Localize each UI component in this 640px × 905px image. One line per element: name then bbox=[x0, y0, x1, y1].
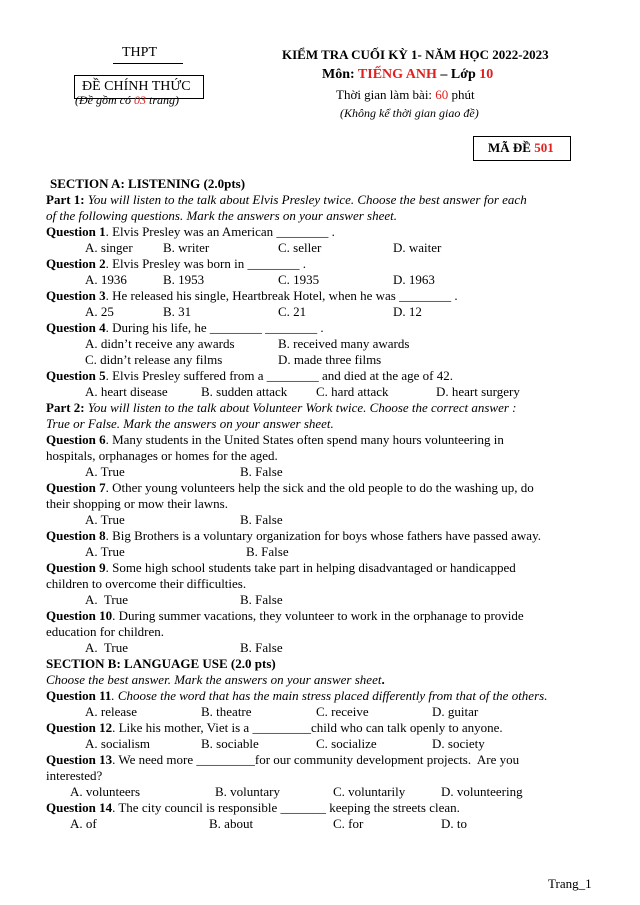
q11-option-d[interactable]: D. guitar bbox=[432, 704, 479, 719]
part2-instruction-1 bbox=[46, 400, 516, 416]
q14-label: Question 14 bbox=[46, 800, 113, 815]
q3-option-a[interactable]: A. 25 bbox=[85, 304, 114, 319]
q5-option-b[interactable]: B. sudden attack bbox=[201, 384, 288, 399]
q2-label: Question 2 bbox=[46, 256, 106, 271]
exam-subject bbox=[322, 67, 493, 83]
q1-label: Question 1 bbox=[46, 224, 106, 239]
q5-label: Question 5 bbox=[46, 368, 106, 383]
q1-option-b[interactable]: B. writer bbox=[163, 240, 210, 255]
part2-label: Part 2: bbox=[46, 400, 85, 415]
time-note: (Không kể thời gian giao đề) bbox=[340, 106, 479, 120]
section-a-title: SECTION A: LISTENING (2.0pts) bbox=[50, 176, 246, 191]
pages-note-count: 03 bbox=[133, 93, 146, 107]
question-2 bbox=[46, 256, 306, 272]
q1-option-c[interactable]: C. seller bbox=[278, 240, 322, 255]
subject-name: TIẾNG ANH bbox=[357, 67, 437, 82]
q4-option-d[interactable]: D. made three films bbox=[278, 352, 382, 367]
question-1 bbox=[46, 224, 335, 240]
part1-label: Part 1: bbox=[46, 192, 85, 207]
q8-option-a[interactable]: A. True bbox=[85, 544, 125, 559]
section-b-instruction bbox=[46, 672, 385, 688]
part1-instr-text: You will listen to the talk about Elvis Presley twice. Choose the best answer for each bbox=[84, 192, 527, 207]
q8-label: Question 8 bbox=[46, 528, 106, 543]
question-9 bbox=[46, 560, 516, 576]
grade-value: 10 bbox=[479, 67, 494, 82]
q12-text: . Like his mother, Viet is a _________child who can talk openly to anyone. bbox=[112, 720, 503, 735]
exam-title: KIỂM TRA CUỐI KỲ 1- NĂM HỌC 2022-2023 bbox=[282, 47, 549, 62]
q2-option-c[interactable]: C. 1935 bbox=[278, 272, 320, 287]
q8-option-b[interactable]: B. False bbox=[246, 544, 289, 559]
q13-option-b[interactable]: B. voluntary bbox=[215, 784, 280, 799]
q4-option-c[interactable]: C. didn’t release any films bbox=[85, 352, 223, 367]
q12-label: Question 12 bbox=[46, 720, 113, 735]
q3-text: . He released his single, Heartbreak Hotel, when he was ________ . bbox=[105, 288, 458, 303]
q8-text-1: . Big Brothers is a voluntary organization for boys whose fathers have passed away. bbox=[105, 528, 541, 543]
question-11 bbox=[46, 688, 547, 704]
q11-option-c[interactable]: C. receive bbox=[316, 704, 369, 719]
q13-text-1: . We need more _________for our community development projects. Are you bbox=[112, 752, 520, 767]
q13-text-2: interested? bbox=[46, 768, 103, 783]
section-b-title: SECTION B: LANGUAGE USE (2.0 pts) bbox=[46, 656, 276, 671]
school-underline bbox=[113, 63, 183, 64]
q5-text: . Elvis Presley suffered from a ________ and died at the age of 42. bbox=[105, 368, 454, 383]
code-label: MÃ ĐỀ bbox=[488, 140, 535, 155]
q14-option-c[interactable]: C. for bbox=[333, 816, 364, 831]
q5-option-a[interactable]: A. heart disease bbox=[85, 384, 168, 399]
q13-option-a[interactable]: A. volunteers bbox=[70, 784, 141, 799]
q11-label: Question 11 bbox=[46, 688, 112, 703]
q9-text-1: . Some high school students take part in helping disadvantaged or handicapped bbox=[105, 560, 516, 575]
q9-text-2: children to overcome their difficulties. bbox=[46, 576, 247, 591]
code-value: 501 bbox=[534, 140, 554, 155]
question-13 bbox=[46, 752, 519, 768]
q1-option-a[interactable]: A. singer bbox=[85, 240, 133, 255]
q1-text: . Elvis Presley was an American ________ . bbox=[105, 224, 335, 239]
q7-text-1: . Other young volunteers help the sick and the old people to do the washing up, do bbox=[105, 480, 534, 495]
q9-option-a[interactable]: A. True bbox=[85, 592, 128, 607]
q2-option-a[interactable]: A. 1936 bbox=[85, 272, 127, 287]
q13-option-d[interactable]: D. volunteering bbox=[441, 784, 523, 799]
q10-text-2: education for children. bbox=[46, 624, 165, 639]
question-4 bbox=[46, 320, 324, 336]
q5-option-d[interactable]: D. heart surgery bbox=[436, 384, 520, 399]
part1-instruction-2: of the following questions. Mark the answers on your answer sheet. bbox=[46, 208, 397, 223]
q2-option-d[interactable]: D. 1963 bbox=[393, 272, 435, 287]
q12-option-d[interactable]: D. society bbox=[432, 736, 485, 751]
official-label: ĐỀ CHÍNH THỨC bbox=[82, 79, 191, 94]
exam-time bbox=[336, 87, 475, 103]
question-10 bbox=[46, 608, 524, 624]
q11-text: . Choose the word that has the main stress placed differently from that of the others. bbox=[111, 688, 548, 703]
question-5 bbox=[46, 368, 453, 384]
q12-option-b[interactable]: B. sociable bbox=[201, 736, 259, 751]
q7-text-2: their shopping or mow their lawns. bbox=[46, 496, 228, 511]
section-b-instr-dot: . bbox=[381, 672, 385, 687]
q4-option-b[interactable]: B. received many awards bbox=[278, 336, 410, 351]
q6-option-a[interactable]: A. True bbox=[85, 464, 125, 479]
q1-option-d[interactable]: D. waiter bbox=[393, 240, 442, 255]
section-b-instr-text: Choose the best answer. Mark the answers on your answer sheet bbox=[46, 672, 382, 687]
pages-note-suffix: trang) bbox=[145, 93, 179, 107]
subject-mid: – Lớp bbox=[436, 67, 480, 82]
q12-option-a[interactable]: A. socialism bbox=[85, 736, 150, 751]
part2-instruction-2: True or False. Mark the answers on your answer sheet. bbox=[46, 416, 334, 431]
q3-option-b[interactable]: B. 31 bbox=[163, 304, 192, 319]
q3-option-d[interactable]: D. 12 bbox=[393, 304, 422, 319]
q14-option-a[interactable]: A. of bbox=[70, 816, 97, 831]
q2-option-b[interactable]: B. 1953 bbox=[163, 272, 205, 287]
exam-code bbox=[488, 140, 554, 156]
q3-option-c[interactable]: C. 21 bbox=[278, 304, 307, 319]
q14-option-d[interactable]: D. to bbox=[441, 816, 467, 831]
school-name: THPT bbox=[122, 45, 157, 60]
part1-instruction-1 bbox=[46, 192, 527, 208]
q9-label: Question 9 bbox=[46, 560, 106, 575]
q9-option-b[interactable]: B. False bbox=[240, 592, 283, 607]
question-14 bbox=[46, 800, 460, 816]
q12-option-c[interactable]: C. socialize bbox=[316, 736, 377, 751]
question-8 bbox=[46, 528, 541, 544]
time-value: 60 bbox=[435, 87, 449, 102]
q3-label: Question 3 bbox=[46, 288, 106, 303]
q14-text: . The city council is responsible _______ keeping the streets clean. bbox=[112, 800, 460, 815]
question-12 bbox=[46, 720, 503, 736]
q7-option-a[interactable]: A. True bbox=[85, 512, 125, 527]
q13-option-c[interactable]: C. voluntarily bbox=[333, 784, 406, 799]
q6-option-b[interactable]: B. False bbox=[240, 464, 283, 479]
q4-option-a[interactable]: A. didn’t receive any awards bbox=[85, 336, 235, 351]
q6-label: Question 6 bbox=[46, 432, 106, 447]
q6-text-1: . Many students in the United States often spend many hours volunteering in bbox=[105, 432, 504, 447]
question-7 bbox=[46, 480, 534, 496]
q5-option-c[interactable]: C. hard attack bbox=[316, 384, 389, 399]
q6-text-2: hospitals, orphanages or homes for the aged. bbox=[46, 448, 278, 463]
q10-text-1: . During summer vacations, they volunteer to work in the orphanage to provide bbox=[112, 608, 524, 623]
q11-option-b[interactable]: B. theatre bbox=[201, 704, 252, 719]
page-number: Trang_1 bbox=[548, 876, 592, 891]
q10-option-a[interactable]: A. True bbox=[85, 640, 128, 655]
q4-text: . During his life, he ________ ________ . bbox=[105, 320, 324, 335]
question-6 bbox=[46, 432, 504, 448]
q7-label: Question 7 bbox=[46, 480, 106, 495]
q2-text: . Elvis Presley was born in ________ . bbox=[105, 256, 306, 271]
q4-label: Question 4 bbox=[46, 320, 106, 335]
q11-option-a[interactable]: A. release bbox=[85, 704, 137, 719]
q7-option-b[interactable]: B. False bbox=[240, 512, 283, 527]
q10-label: Question 10 bbox=[46, 608, 113, 623]
q10-option-b[interactable]: B. False bbox=[240, 640, 283, 655]
part2-instr-text: You will listen to the talk about Volunteer Work twice. Choose the correct answer : bbox=[84, 400, 517, 415]
q14-option-b[interactable]: B. about bbox=[209, 816, 254, 831]
time-prefix: Thời gian làm bài: bbox=[336, 87, 436, 102]
pages-note-prefix: (Đề gồm có bbox=[75, 93, 134, 107]
time-suffix: phút bbox=[448, 87, 475, 102]
pages-note bbox=[75, 93, 179, 108]
q13-label: Question 13 bbox=[46, 752, 113, 767]
subject-prefix: Môn: bbox=[322, 67, 358, 82]
question-3 bbox=[46, 288, 458, 304]
